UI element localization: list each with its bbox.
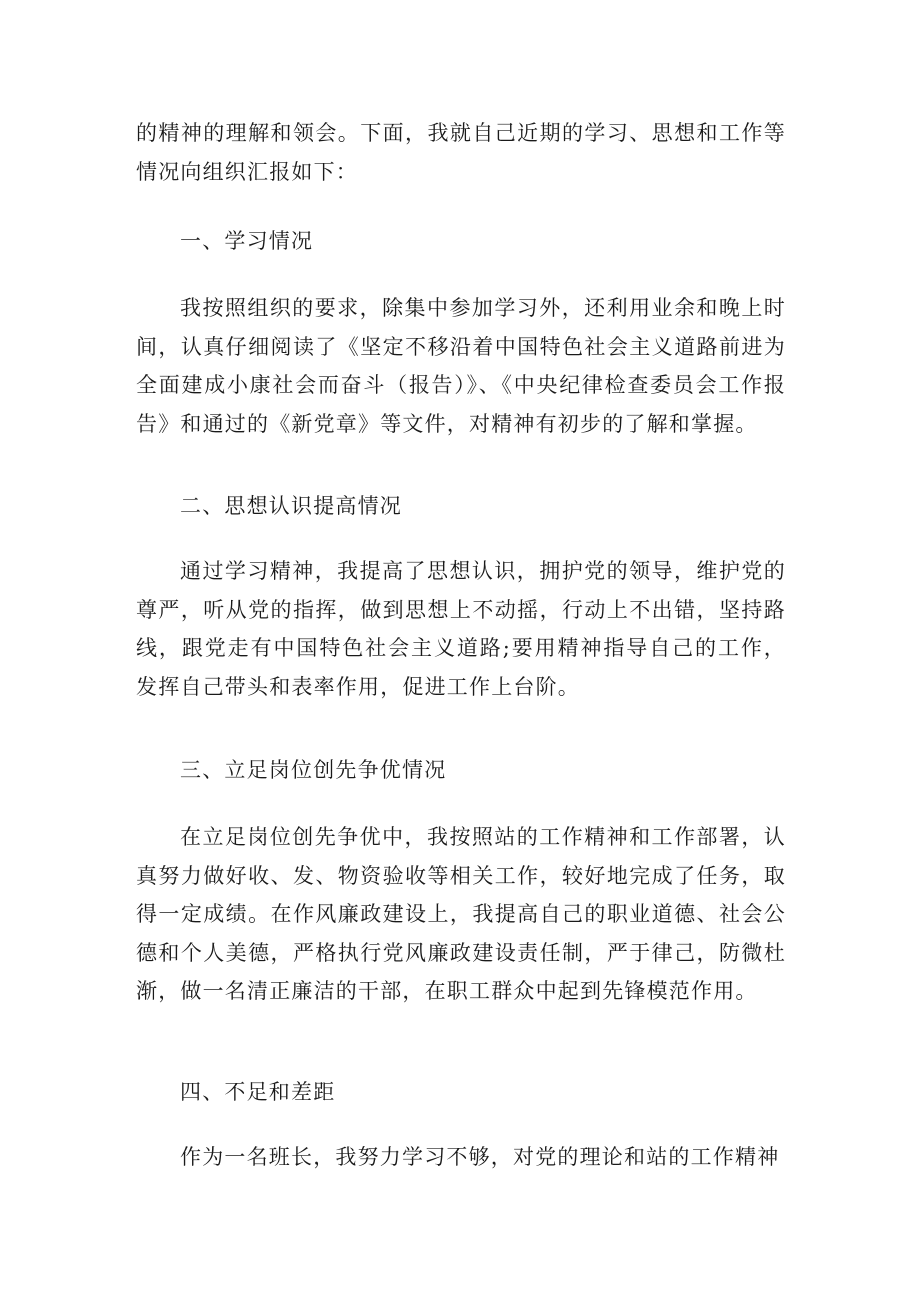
section-heading-study: 一、学习情况 [180, 229, 314, 253]
section-body-shortcomings: 作为一名班长，我努力学习不够，对党的理论和站的工作精神 [180, 1145, 780, 1169]
intro-paragraph: 的精神的理解和领会。下面，我就自己近期的学习、思想和工作等情况向组织汇报如下： [136, 121, 786, 184]
section-body-study: 我按照组织的要求，除集中参加学习外，还利用业余和晚上时间，认真仔细阅读了《坚定不移沿着中国特色社会主义道路前进为全面建成小康社会而奋斗（报告）》、《中央纪律检查委员会工作报告》和通过的《新党章》等文件，对精神有初步的了解和掌握。 [136, 296, 786, 436]
section-body-post: 在立足岗位创先争优中，我按照站的工作精神和工作部署，认真努力做好收、发、物资验收等相关工作，较好地完成了任务，取得一定成绩。在作风廉政建设上，我提高自己的职业道德、社会公德和个人美德，严格执行党风廉政建设责任制，严于律己，防微杜渐，做一名清正廉洁的干部，在职工群众中起到先锋模范作用。 [136, 825, 786, 1003]
section-heading-post: 三、立足岗位创先争优情况 [180, 758, 447, 782]
section-heading-thinking: 二、思想认识提高情况 [180, 494, 402, 518]
section-heading-shortcomings: 四、不足和差距 [180, 1080, 336, 1104]
section-body-thinking: 通过学习精神，我提高了思想认识，拥护党的领导，维护党的尊严，听从党的指挥，做到思想上不动摇，行动上不出错，坚持路线，跟党走有中国特色社会主义道路;要用精神指导自己的工作，发挥自己带头和表率作用，促进工作上台阶。 [136, 559, 786, 699]
